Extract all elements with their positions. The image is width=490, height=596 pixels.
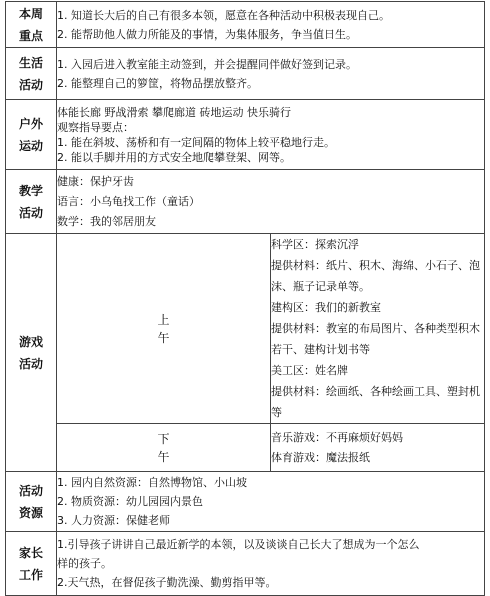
text-line: 健康：保护牙齿 (57, 174, 134, 188)
text-line: 3. 人力资源：保健老师 (57, 514, 170, 527)
text-line: 建构区：我们的新教室 (271, 301, 381, 314)
text-line: 1. 园内自然资源：自然博物馆、小山坡 (57, 476, 247, 489)
text-line: 2.天气热，在督促孩子勤洗澡、勤剪指甲等。 (57, 576, 277, 589)
text-line: 体能长廊 野战滑索 攀爬廊道 砖地运动 快乐骑行 (57, 105, 291, 119)
content-outdoor-sports (57, 100, 485, 170)
text-line: 语言：小乌龟找工作（童话） (57, 194, 200, 208)
content-games-morning (271, 234, 485, 424)
row-games-afternoon (6, 424, 485, 472)
text-line: 科学区：探索沉浮 (271, 238, 359, 251)
text-line: 音乐游戏：不再麻烦好妈妈 (271, 430, 403, 444)
weekly-plan-table (5, 1, 485, 596)
header-parents: 家长 工作 (6, 532, 57, 596)
row-games-morning (6, 234, 485, 424)
text-line: 2. 能帮助他人做力所能及的事情，为集体服务，争当值日生。 (57, 27, 357, 41)
text-line: 样的孩子。 (57, 557, 112, 570)
header-weekly-focus: 本周 重点 (6, 2, 57, 48)
header-outdoor-sports: 户外 运动 (6, 100, 57, 170)
header-resources: 活动 资源 (6, 472, 57, 532)
text-line: 提供材料：绘画纸、各种绘画工具、塑封机等 (271, 385, 480, 419)
text-line: 1. 能在斜坡、荡桥和有一定间隔的物体上较平稳地行走。 (57, 135, 335, 149)
text-line: 1. 入园后进入教室能主动签到，并会提醒同伴做好签到记录。 (57, 57, 357, 71)
text-line: 体育游戏：魔法报纸 (271, 450, 370, 464)
text-line: 提供材料：纸片、积木、海绵、小石子、泡沫、瓶子记录单等。 (271, 259, 480, 293)
content-daily-life (57, 48, 485, 100)
content-games-afternoon (271, 424, 485, 472)
row-teaching (6, 170, 485, 234)
header-daily-life: 生活 活动 (6, 48, 57, 100)
header-teaching: 教学 活动 (6, 170, 57, 234)
label-morning: 上 午 (57, 234, 271, 424)
text-line: 数学：我的邻居朋友 (57, 214, 156, 228)
header-games: 游戏 活动 (6, 234, 57, 472)
content-parents (57, 532, 485, 596)
row-resources (6, 472, 485, 532)
row-outdoor-sports (6, 100, 485, 170)
row-parents (6, 532, 485, 596)
row-weekly-focus (6, 2, 485, 48)
text-line: 2. 物质资源：幼儿园园内景色 (57, 495, 203, 508)
text-line: 2. 能以手脚并用的方式安全地爬攀登架、网等。 (57, 150, 291, 164)
text-line: 2. 能整理自己的箩筐，将物品摆放整齐。 (57, 76, 258, 90)
row-daily-life (6, 48, 485, 100)
text-line: 1. 知道长大后的自己有很多本领，愿意在各种活动中积极表现自己。 (57, 8, 390, 22)
label-afternoon: 下 午 (57, 424, 271, 472)
content-teaching (57, 170, 485, 234)
text-line: 提供材料：教室的布局图片、各种类型积木若干、建构计划书等 (271, 322, 480, 356)
content-resources (57, 472, 485, 532)
text-line: 美工区：姓名牌 (271, 364, 348, 377)
text-line: 1.引导孩子讲讲自己最近新学的本领，以及谈谈自己长大了想成为一个怎么 (57, 538, 420, 551)
content-weekly-focus (57, 2, 485, 48)
text-line: 观察指导要点： (57, 120, 134, 134)
